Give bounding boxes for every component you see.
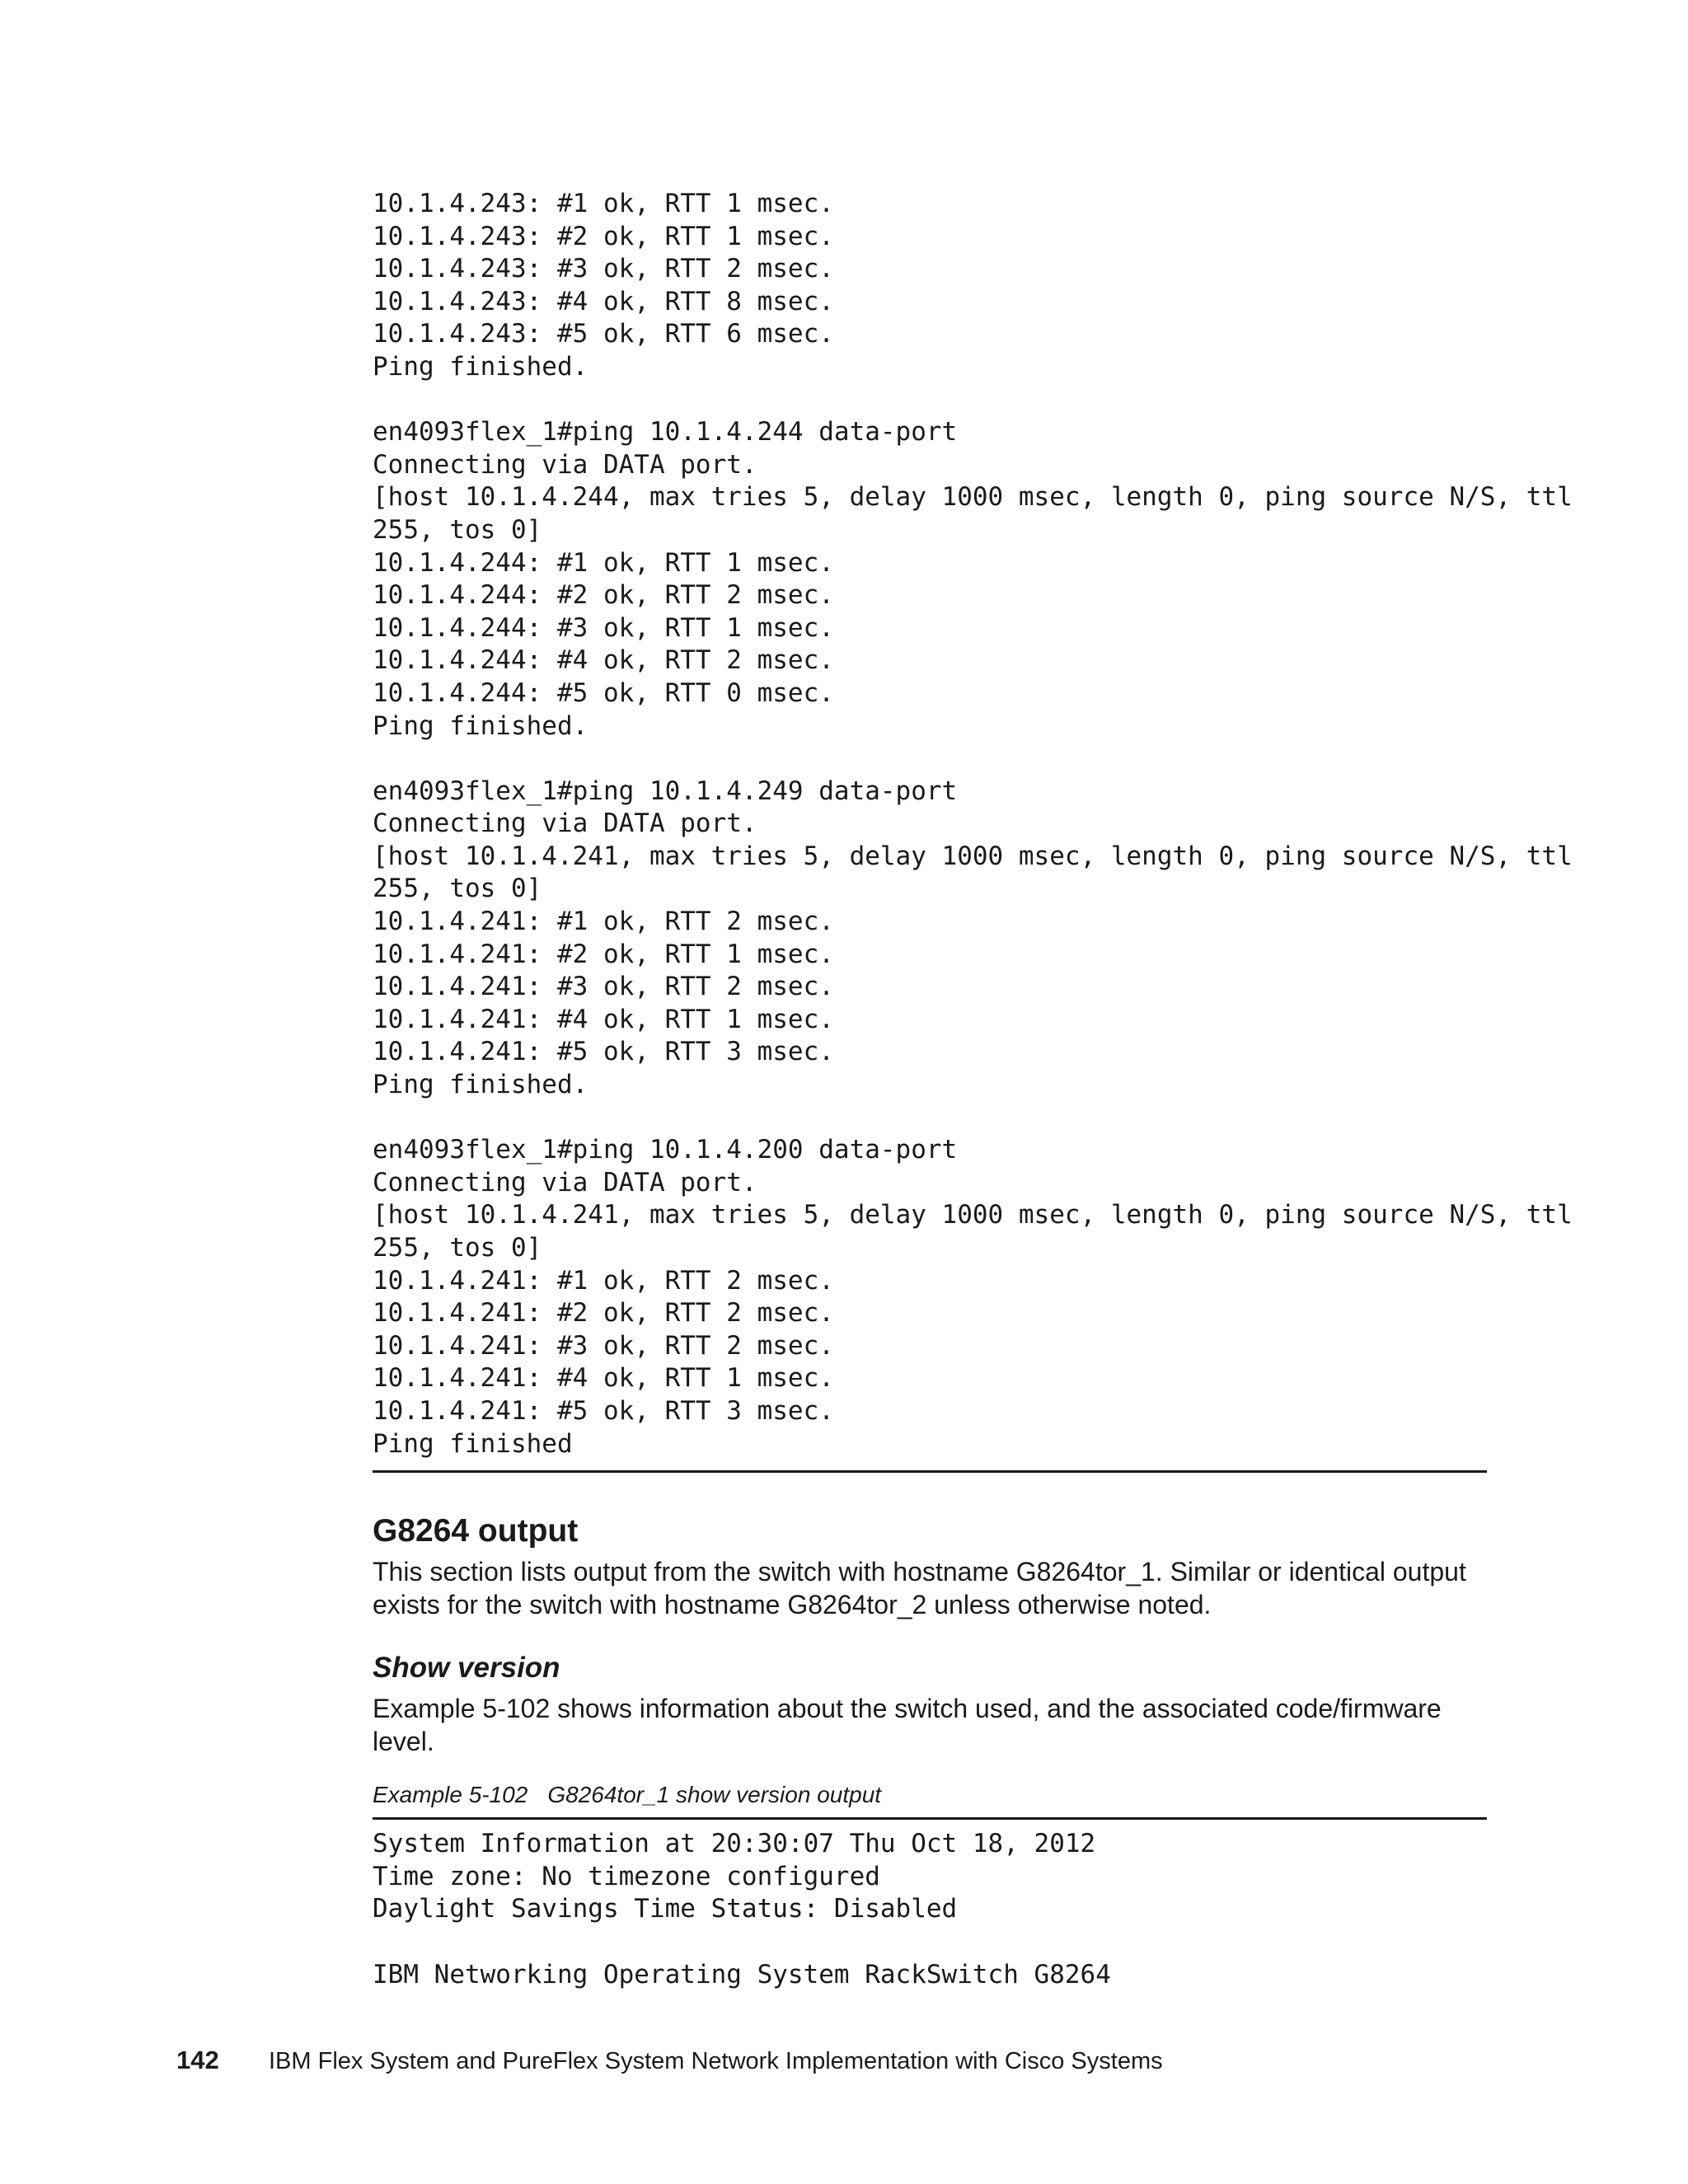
code-line: Daylight Savings Time Status: Disabled: [373, 1894, 958, 1924]
code-line: 255, tos 0]: [373, 514, 542, 545]
code-line: 10.1.4.241: #5 ok, RTT 3 msec.: [373, 1037, 834, 1067]
example-label: Example 5-102: [373, 1782, 528, 1808]
code-line: [373, 1926, 1487, 1959]
code-line: en4093flex_1#ping 10.1.4.244 data-port: [373, 417, 958, 448]
code-line: Connecting via DATA port.: [373, 1167, 757, 1197]
code-line: 10.1.4.241: #1 ok, RTT 2 msec.: [373, 1265, 834, 1296]
code-line: Connecting via DATA port.: [373, 449, 757, 480]
code-line: en4093flex_1#ping 10.1.4.200 data-port: [373, 1135, 958, 1165]
code-line: [373, 743, 1487, 776]
show-version-code-block: [373, 1828, 1487, 1991]
code-line: Ping finished.: [373, 351, 588, 382]
code-block-top-rule: [373, 1817, 1487, 1820]
code-line: 10.1.4.244: #1 ok, RTT 1 msec.: [373, 547, 834, 578]
example-title: G8264tor_1 show version output: [547, 1782, 882, 1808]
code-line: 10.1.4.241: #4 ok, RTT 1 msec.: [373, 1004, 834, 1034]
code-line: IBM Networking Operating System RackSwitch G8264: [373, 1959, 1111, 1990]
book-title: IBM Flex System and PureFlex System Network Implementation with Cisco Systems: [269, 2048, 1163, 2074]
code-line: 10.1.4.244: #2 ok, RTT 2 msec.: [373, 580, 834, 611]
code-line: 10.1.4.241: #4 ok, RTT 1 msec.: [373, 1363, 834, 1394]
code-line: en4093flex_1#ping 10.1.4.249 data-port: [373, 776, 958, 806]
code-line: 10.1.4.244: #4 ok, RTT 2 msec.: [373, 645, 834, 676]
code-line: Time zone: No timezone configured: [373, 1861, 880, 1891]
code-line: 10.1.4.244: #5 ok, RTT 0 msec.: [373, 677, 834, 708]
code-line: Connecting via DATA port.: [373, 808, 757, 839]
page-content: [373, 188, 1573, 1991]
code-line: Ping finished.: [373, 710, 588, 741]
code-line: [373, 1102, 1487, 1135]
code-line: 10.1.4.243: #2 ok, RTT 1 msec.: [373, 221, 834, 251]
code-line: [373, 384, 1487, 417]
code-line: Ping finished: [373, 1428, 573, 1459]
code-line: 10.1.4.243: #4 ok, RTT 8 msec.: [373, 286, 834, 316]
code-line: [host 10.1.4.241, max tries 5, delay 1000 msec, length 0, ping source N/S, ttl: [373, 1200, 1573, 1230]
code-line: 10.1.4.243: #5 ok, RTT 6 msec.: [373, 319, 834, 349]
example-caption: [373, 1781, 1487, 1809]
subsection-heading: Show version: [373, 1652, 560, 1685]
section-paragraph: This section lists output from the switch with hostname G8264tor_1. Similar or identical output exists for the switch with hostname G8264tor_2 unless otherwise noted.: [373, 1557, 1466, 1620]
code-block-bottom-rule: [373, 1470, 1487, 1473]
code-line: System Information at 20:30:07 Thu Oct 18, 2012: [373, 1829, 1096, 1859]
code-line: 255, tos 0]: [373, 1233, 542, 1263]
subsection-paragraph: Example 5-102 shows information about the switch used, and the associated code/firmware level.: [373, 1694, 1442, 1757]
page-number: 142: [176, 2046, 219, 2074]
code-line: 255, tos 0]: [373, 874, 542, 904]
code-line: 10.1.4.241: #2 ok, RTT 1 msec.: [373, 939, 834, 969]
code-line: 10.1.4.241: #3 ok, RTT 2 msec.: [373, 1330, 834, 1361]
code-line: 10.1.4.244: #3 ok, RTT 1 msec.: [373, 612, 834, 643]
code-line: 10.1.4.241: #1 ok, RTT 2 msec.: [373, 907, 834, 937]
ping-output-code-block: [373, 188, 1573, 1460]
page-footer: [176, 2046, 1163, 2076]
code-line: [host 10.1.4.244, max tries 5, delay 1000 msec, length 0, ping source N/S, ttl: [373, 482, 1573, 513]
code-line: 10.1.4.241: #3 ok, RTT 2 msec.: [373, 972, 834, 1002]
code-line: 10.1.4.241: #2 ok, RTT 2 msec.: [373, 1298, 834, 1329]
code-line: Ping finished.: [373, 1070, 588, 1100]
code-line: [host 10.1.4.241, max tries 5, delay 1000 msec, length 0, ping source N/S, ttl: [373, 841, 1573, 871]
code-line: 10.1.4.243: #3 ok, RTT 2 msec.: [373, 254, 834, 284]
code-line: 10.1.4.243: #1 ok, RTT 1 msec.: [373, 189, 834, 218]
code-line: 10.1.4.241: #5 ok, RTT 3 msec.: [373, 1395, 834, 1426]
section-heading: G8264 output: [373, 1513, 579, 1549]
